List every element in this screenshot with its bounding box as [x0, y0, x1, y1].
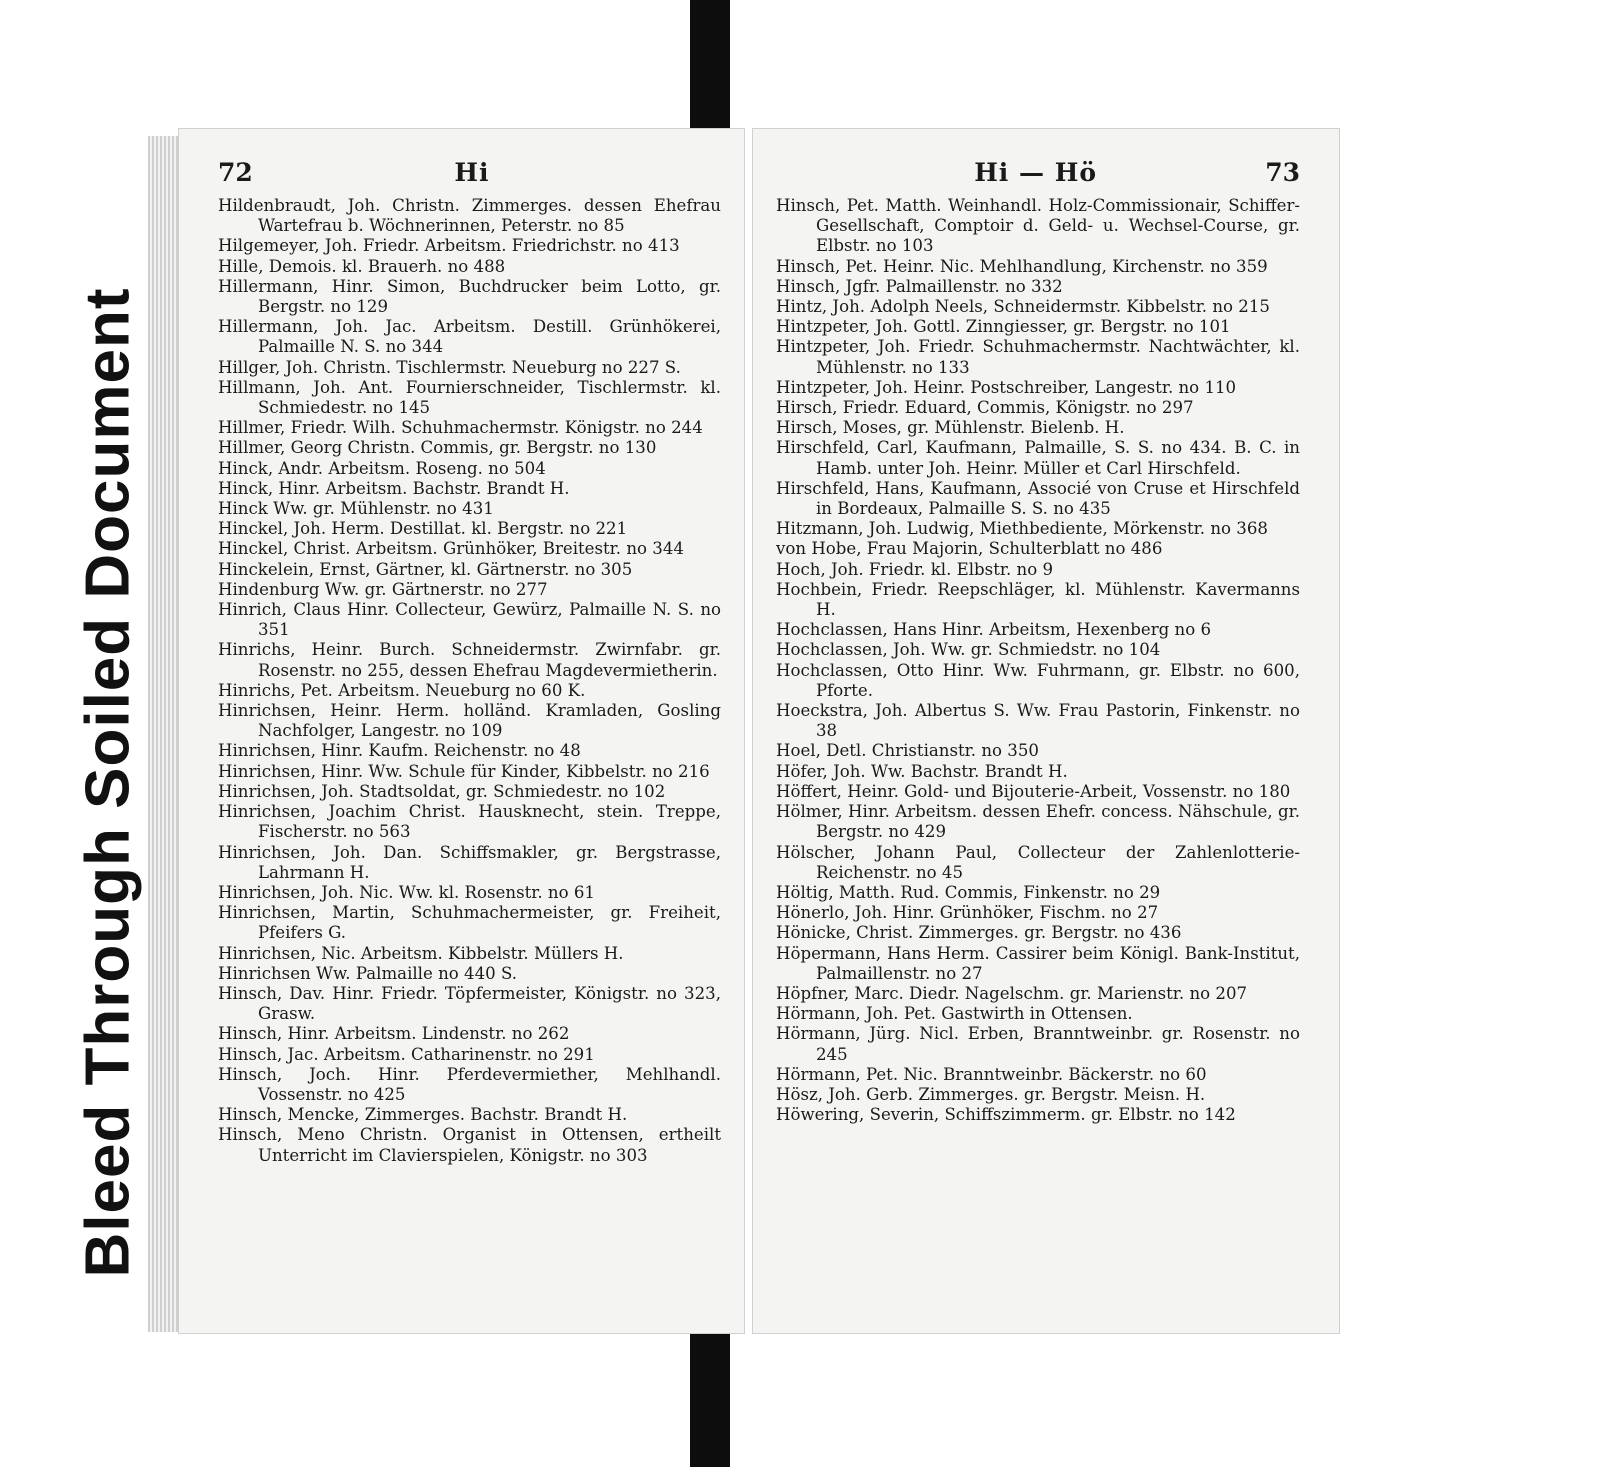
directory-entry: Hinsch, Mencke, Zimmerges. Bachstr. Brandt H.: [218, 1105, 628, 1125]
directory-entry: Hörmann, Jürg. Nicl. Erben, Branntweinbr. gr. Rosenstr. no 245: [776, 1024, 1300, 1064]
directory-entry: Hirschfeld, Hans, Kaufmann, Associé von Cruse et Hirschfeld in Bordeaux, Palmaille S. S. no 435: [776, 478, 1300, 519]
directory-entry: Hinrichsen, Nic. Arbeitsm. Kibbelstr. Müllers H.: [218, 943, 624, 963]
directory-entry: Hinrichsen, Joh. Dan. Schiffsmakler, gr. Bergstrasse, Lahrmann H.: [218, 842, 721, 882]
directory-entry: Hintz, Joh. Adolph Neels, Schneidermstr. Kibbelstr. no 215: [776, 297, 1270, 317]
directory-entry: Hintzpeter, Joh. Heinr. Postschreiber, Langestr. no 110: [776, 377, 1237, 397]
directory-entry: Hinrichsen, Heinr. Herm. holländ. Kramladen, Gosling Nachfolger, Langestr. no 109: [218, 701, 721, 741]
directory-entry: Hinsch, Joch. Hinr. Pferdevermiether, Mehlhandl. Vossenstr. no 425: [218, 1064, 721, 1104]
directory-entry: Hinckel, Christ. Arbeitsm. Grünhöker, Breitestr. no 344: [218, 539, 684, 559]
directory-entry: Hintzpeter, Joh. Friedr. Schuhmachermstr. Nachtwächter, kl. Mühlenstr. no 133: [776, 337, 1300, 377]
directory-entry: Hönerlo, Joh. Hinr. Grünhöker, Fischm. no 27: [776, 903, 1159, 923]
directory-entry: Höpfner, Marc. Diedr. Nagelschm. gr. Marienstr. no 207: [776, 983, 1248, 1003]
directory-entry: Hinsch, Jgfr. Palmaillenstr. no 332: [776, 276, 1063, 296]
directory-entry: Hinck Ww. gr. Mühlenstr. no 431: [218, 499, 494, 519]
directory-entry: Hochclassen, Otto Hinr. Ww. Fuhrmann, gr. Elbstr. no 600, Pforte.: [776, 660, 1300, 700]
directory-entry: Hinsch, Dav. Hinr. Friedr. Töpfermeister, Königstr. no 323, Grasw.: [218, 983, 721, 1024]
directory-entry: Hintzpeter, Joh. Gottl. Zinngiesser, gr. Bergstr. no 101: [776, 317, 1231, 337]
left-page-header: [218, 158, 721, 194]
directory-entry: Hirschfeld, Carl, Kaufmann, Palmaille, S. S. no 434. B. C. in Hamb. unter Joh. Heinr. Müller et Carl Hirschfeld.: [776, 438, 1300, 478]
directory-entry: Hölscher, Johann Paul, Collecteur der Zahlenlotterie-Reichenstr. no 45: [776, 842, 1300, 882]
directory-entry: Hillermann, Hinr. Simon, Buchdrucker beim Lotto, gr. Bergstr. no 129: [218, 276, 721, 317]
right-page-number: 73: [1265, 158, 1300, 187]
directory-entry: Hinrichsen, Joachim Christ. Hausknecht, stein. Treppe, Fischerstr. no 563: [218, 802, 721, 842]
directory-entry: Hillmer, Friedr. Wilh. Schuhmachermstr. Königstr. no 244: [218, 418, 703, 438]
left-page-number: 72: [218, 158, 253, 187]
directory-entry: Hinsch, Meno Christn. Organist in Ottensen, ertheilt Unterricht im Clavierspielen, Königstr. no 303: [218, 1125, 721, 1165]
directory-entry: Hönicke, Christ. Zimmerges. gr. Bergstr. no 436: [776, 923, 1182, 943]
directory-entry: Hinrichsen, Joh. Stadtsoldat, gr. Schmiedestr. no 102: [218, 781, 666, 801]
directory-entry: Hoch, Joh. Friedr. kl. Elbstr. no 9: [776, 559, 1054, 579]
directory-entry: Hoel, Detl. Christianstr. no 350: [776, 741, 1039, 761]
directory-entry: Hillermann, Joh. Jac. Arbeitsm. Destill. Grünhökerei, Palmaille N. S. no 344: [218, 317, 721, 357]
right-page-running-head: Hi — Hö: [974, 158, 1098, 187]
directory-entry: Hinck, Andr. Arbeitsm. Roseng. no 504: [218, 458, 546, 478]
right-entry-list: [776, 196, 1300, 1125]
directory-entry: Höltig, Matth. Rud. Commis, Finkenstr. no 29: [776, 882, 1161, 902]
directory-entry: Hinsch, Pet. Heinr. Nic. Mehlhandlung, Kirchenstr. no 359: [776, 256, 1268, 276]
directory-entry: Hölmer, Hinr. Arbeitsm. dessen Ehefr. concess. Nähschule, gr. Bergstr. no 429: [776, 802, 1300, 842]
directory-entry: Hillmer, Georg Christn. Commis, gr. Bergstr. no 130: [218, 438, 657, 458]
directory-entry: Hitzmann, Joh. Ludwig, Miethbediente, Mörkenstr. no 368: [776, 519, 1268, 539]
directory-entry: Hösz, Joh. Gerb. Zimmerges. gr. Bergstr. Meisn. H.: [776, 1084, 1206, 1104]
directory-entry: Hirsch, Friedr. Eduard, Commis, Königstr. no 297: [776, 398, 1194, 418]
stamp-text: Bleed Through Soiled Document: [73, 286, 143, 1278]
directory-entry: Hinrichsen, Hinr. Ww. Schule für Kinder, Kibbelstr. no 216: [218, 761, 710, 781]
directory-entry: Hirsch, Moses, gr. Mühlenstr. Bielenb. H.: [776, 418, 1125, 438]
left-page-running-head: Hi: [454, 158, 490, 187]
directory-entry: Höffert, Heinr. Gold- und Bijouterie-Arbeit, Vossenstr. no 180: [776, 781, 1291, 801]
directory-entry: Hillmann, Joh. Ant. Fournierschneider, Tischlermstr. kl. Schmiedestr. no 145: [218, 377, 721, 418]
archive-stamp: [62, 262, 156, 1302]
directory-entry: Hinckelein, Ernst, Gärtner, kl. Gärtnerstr. no 305: [218, 559, 633, 579]
directory-entry: Hinsch, Hinr. Arbeitsm. Lindenstr. no 262: [218, 1024, 570, 1044]
directory-entry: Hinckel, Joh. Herm. Destillat. kl. Bergstr. no 221: [218, 519, 628, 539]
directory-entry: Hinrichs, Pet. Arbeitsm. Neueburg no 60 K.: [218, 680, 586, 700]
directory-entry: Hinsch, Jac. Arbeitsm. Catharinenstr. no 291: [218, 1044, 595, 1064]
directory-entry: Hoeckstra, Joh. Albertus S. Ww. Frau Pastorin, Finkenstr. no 38: [776, 701, 1300, 741]
right-page-header: [776, 158, 1300, 194]
left-page: [178, 128, 745, 1334]
directory-entry: Hinrichsen Ww. Palmaille no 440 S.: [218, 963, 518, 983]
directory-entry: Höwering, Severin, Schiffszimmerm. gr. Elbstr. no 142: [776, 1105, 1236, 1125]
book-page-edges: [148, 136, 178, 1332]
directory-entry: Hilgemeyer, Joh. Friedr. Arbeitsm. Friedrichstr. no 413: [218, 236, 680, 256]
directory-entry: Hochclassen, Hans Hinr. Arbeitsm, Hexenberg no 6: [776, 620, 1212, 640]
directory-entry: Hinrichsen, Martin, Schuhmachermeister, gr. Freiheit, Pfeifers G.: [218, 903, 721, 943]
left-entry-list: [218, 196, 721, 1166]
directory-entry: Höfer, Joh. Ww. Bachstr. Brandt H.: [776, 761, 1068, 781]
directory-entry: Hinrichs, Heinr. Burch. Schneidermstr. Zwirnfabr. gr. Rosenstr. no 255, dessen Ehefrau Magdevermietherin.: [218, 640, 721, 680]
directory-entry: Hille, Demois. kl. Brauerh. no 488: [218, 256, 506, 276]
directory-entry: Hillger, Joh. Christn. Tischlermstr. Neueburg no 227 S.: [218, 357, 681, 377]
directory-entry: Hinrichsen, Hinr. Kaufm. Reichenstr. no 48: [218, 741, 581, 761]
directory-entry: Höpermann, Hans Herm. Cassirer beim Königl. Bank-Institut, Palmaillenstr. no 27: [776, 943, 1300, 983]
directory-entry: Hörmann, Joh. Pet. Gastwirth in Ottensen.: [776, 1004, 1133, 1024]
directory-entry: Hinrichsen, Joh. Nic. Ww. kl. Rosenstr. no 61: [218, 882, 595, 902]
directory-entry: Hindenburg Ww. gr. Gärtnerstr. no 277: [218, 579, 548, 599]
directory-entry: Hochclassen, Joh. Ww. gr. Schmiedstr. no 104: [776, 640, 1161, 660]
directory-entry: Hinck, Hinr. Arbeitsm. Bachstr. Brandt H.: [218, 478, 570, 498]
directory-entry: Hinsch, Pet. Matth. Weinhandl. Holz-Commissionair, Schiffer-Gesellschaft, Comptoir d. Geld- u. Wechsel-Course, gr. Elbstr. no 103: [776, 196, 1300, 256]
directory-entry: von Hobe, Frau Majorin, Schulterblatt no 486: [776, 539, 1163, 559]
directory-entry: Hinrich, Claus Hinr. Collecteur, Gewürz, Palmaille N. S. no 351: [218, 600, 721, 640]
right-page: [752, 128, 1340, 1334]
directory-entry: Hochbein, Friedr. Reepschläger, kl. Mühlenstr. Kavermanns H.: [776, 579, 1300, 620]
directory-entry: Hildenbraudt, Joh. Christn. Zimmerges. dessen Ehefrau Wartefrau b. Wöchnerinnen, Peterstr. no 85: [218, 196, 721, 236]
directory-entry: Hörmann, Pet. Nic. Branntweinbr. Bäckerstr. no 60: [776, 1064, 1207, 1084]
